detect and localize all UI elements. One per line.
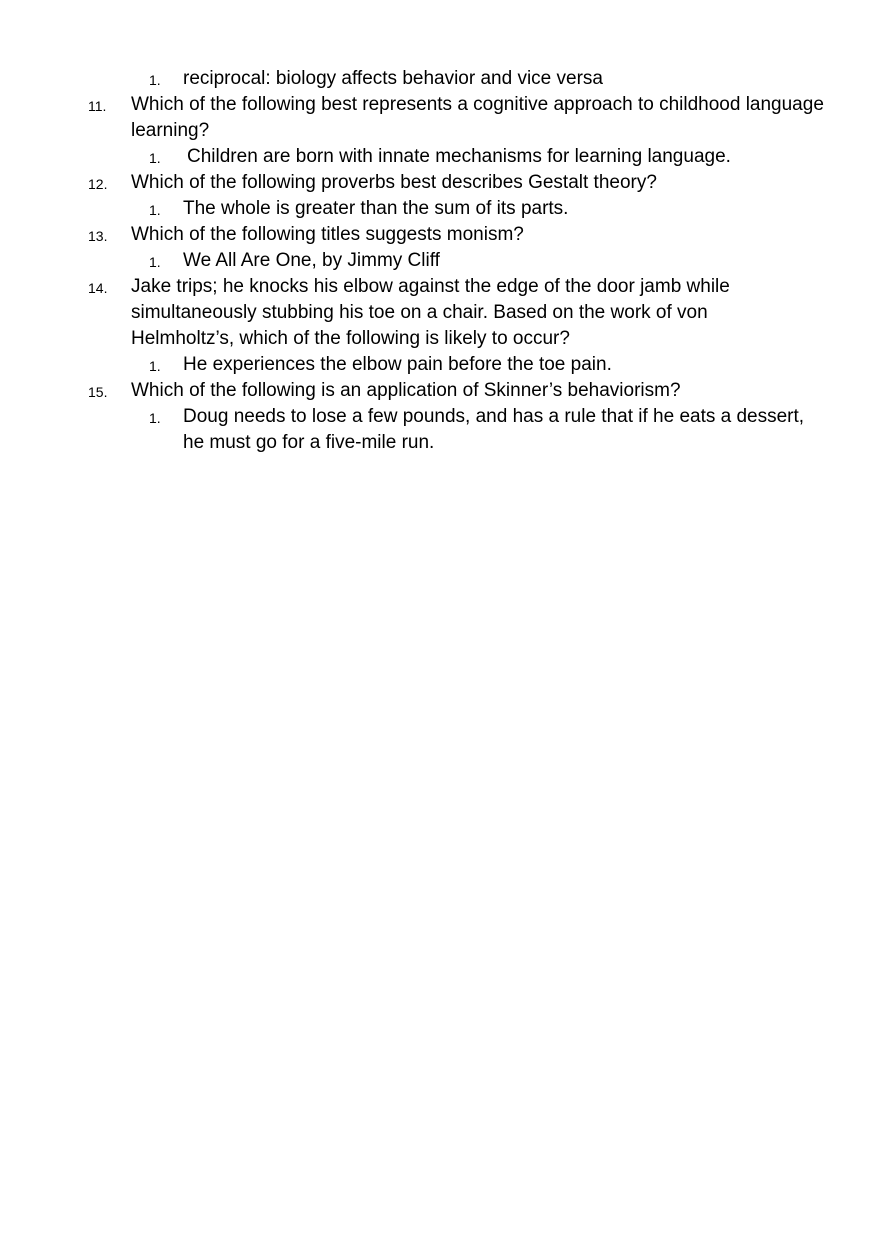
answer-item — [0, 196, 880, 222]
answer-number: 1. — [149, 410, 161, 426]
answer-text: Children are born with innate mechanisms for learning language. — [187, 146, 731, 167]
answer-item — [0, 404, 880, 456]
answer-item — [0, 248, 880, 274]
question-item-13 — [0, 222, 880, 248]
question-list — [0, 66, 880, 456]
question-number: 12. — [88, 176, 108, 192]
answer-number: 1. — [149, 358, 161, 374]
question-item-15 — [0, 378, 880, 404]
question-text: Which of the following is an application of Skinner’s behaviorism? — [131, 380, 681, 401]
question-item-14 — [0, 274, 880, 352]
question-number: 11. — [88, 98, 107, 114]
question-number: 15. — [88, 384, 108, 400]
question-number: 14. — [88, 280, 108, 296]
answer-text: We All Are One, by Jimmy Cliff — [183, 250, 440, 271]
answer-text: He experiences the elbow pain before the toe pain. — [183, 354, 612, 375]
answer-number: 1. — [149, 202, 161, 218]
answer-item — [0, 144, 880, 170]
answer-text: The whole is greater than the sum of its parts. — [183, 198, 569, 219]
answer-number: 1. — [149, 150, 161, 166]
question-text: Which of the following proverbs best describes Gestalt theory? — [131, 172, 657, 193]
answer-text: reciprocal: biology affects behavior and vice versa — [183, 68, 603, 89]
question-text: Which of the following titles suggests monism? — [131, 224, 524, 245]
answer-number: 1. — [149, 254, 161, 270]
question-text: Jake trips; he knocks his elbow against the edge of the door jamb while simultaneously stubbing his toe on a chair. Based on the work of von Helmholtz’s, which of the following is likely to occur? — [131, 276, 730, 349]
question-text: Which of the following best represents a cognitive approach to childhood language learning? — [131, 94, 824, 141]
answer-item — [0, 352, 880, 378]
answer-number: 1. — [149, 72, 161, 88]
question-item-11 — [0, 92, 880, 144]
answer-item — [0, 66, 880, 92]
question-item-12 — [0, 170, 880, 196]
question-number: 13. — [88, 228, 108, 244]
answer-text: Doug needs to lose a few pounds, and has a rule that if he eats a dessert, he must go for a five-mile run. — [183, 406, 805, 453]
